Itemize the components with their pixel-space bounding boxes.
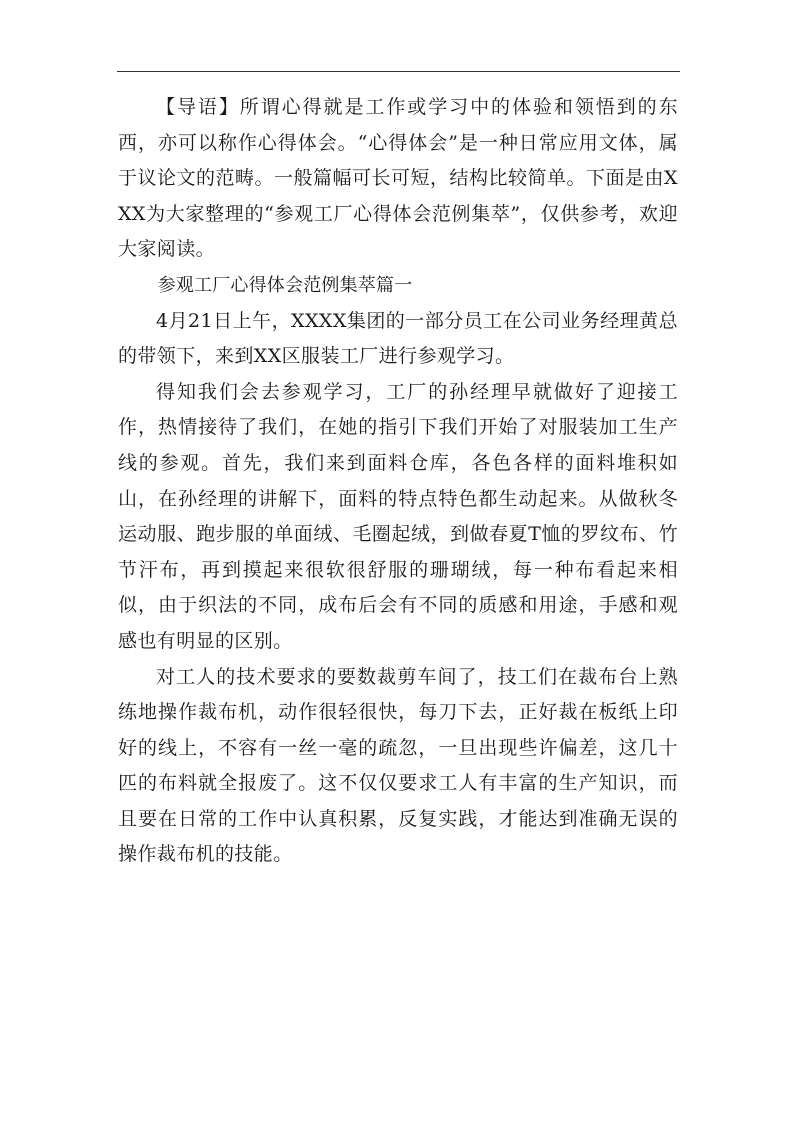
document-body [118,90,678,873]
body-paragraph-3: 对工人的技术要求的要数裁剪车间了，技工们在裁布台上熟练地操作裁布机，动作很轻很快，每刀下去，正好裁在板纸上印好的线上，不容有一丝一毫的疏忽，一旦出现些许偏差，这几十匹的布料就全报废了。这不仅仅要求工人有丰富的生产知识，而且要在日常的工作中认真积累，反复实践，才能达到准确无误的操作裁布机的技能。 [118,665,678,866]
intro-paragraph: 【导语】所谓心得就是工作或学习中的体验和领悟到的东西，亦可以称作心得体会。“心得体会”是一种日常应用文体，属于议论文的范畴。一般篇幅可长可短，结构比较简单。下面是由XXX为大家整理的“参观工厂心得体会范例集萃”，仅供参考，欢迎大家阅读。 [118,96,678,261]
body-paragraph-2: 得知我们会去参观学习，工厂的孙经理早就做好了迎接工作，热情接待了我们，在她的指引下我们开始了对服装加工生产线的参观。首先，我们来到面料仓库，各色各样的面料堆积如山，在孙经理的讲解下，面料的特点特色都生动起来。从做秋冬运动服、跑步服的单面绒、毛圈起绒，到做春夏T恤的罗纹布、竹节汗布，再到摸起来很软很舒服的珊瑚绒，每一种布看起来相似，由于织法的不同，成布后会有不同的质感和用途，手感和观感也有明显的区别。 [118,380,678,652]
section-title: 参观工厂心得体会范例集萃篇一 [157,274,413,296]
header-divider [117,71,680,72]
body-paragraph-1: 4月21日上午，XXXX集团的一部分员工在公司业务经理黄总的带领下，来到XX区服装工厂进行参观学习。 [118,309,678,368]
